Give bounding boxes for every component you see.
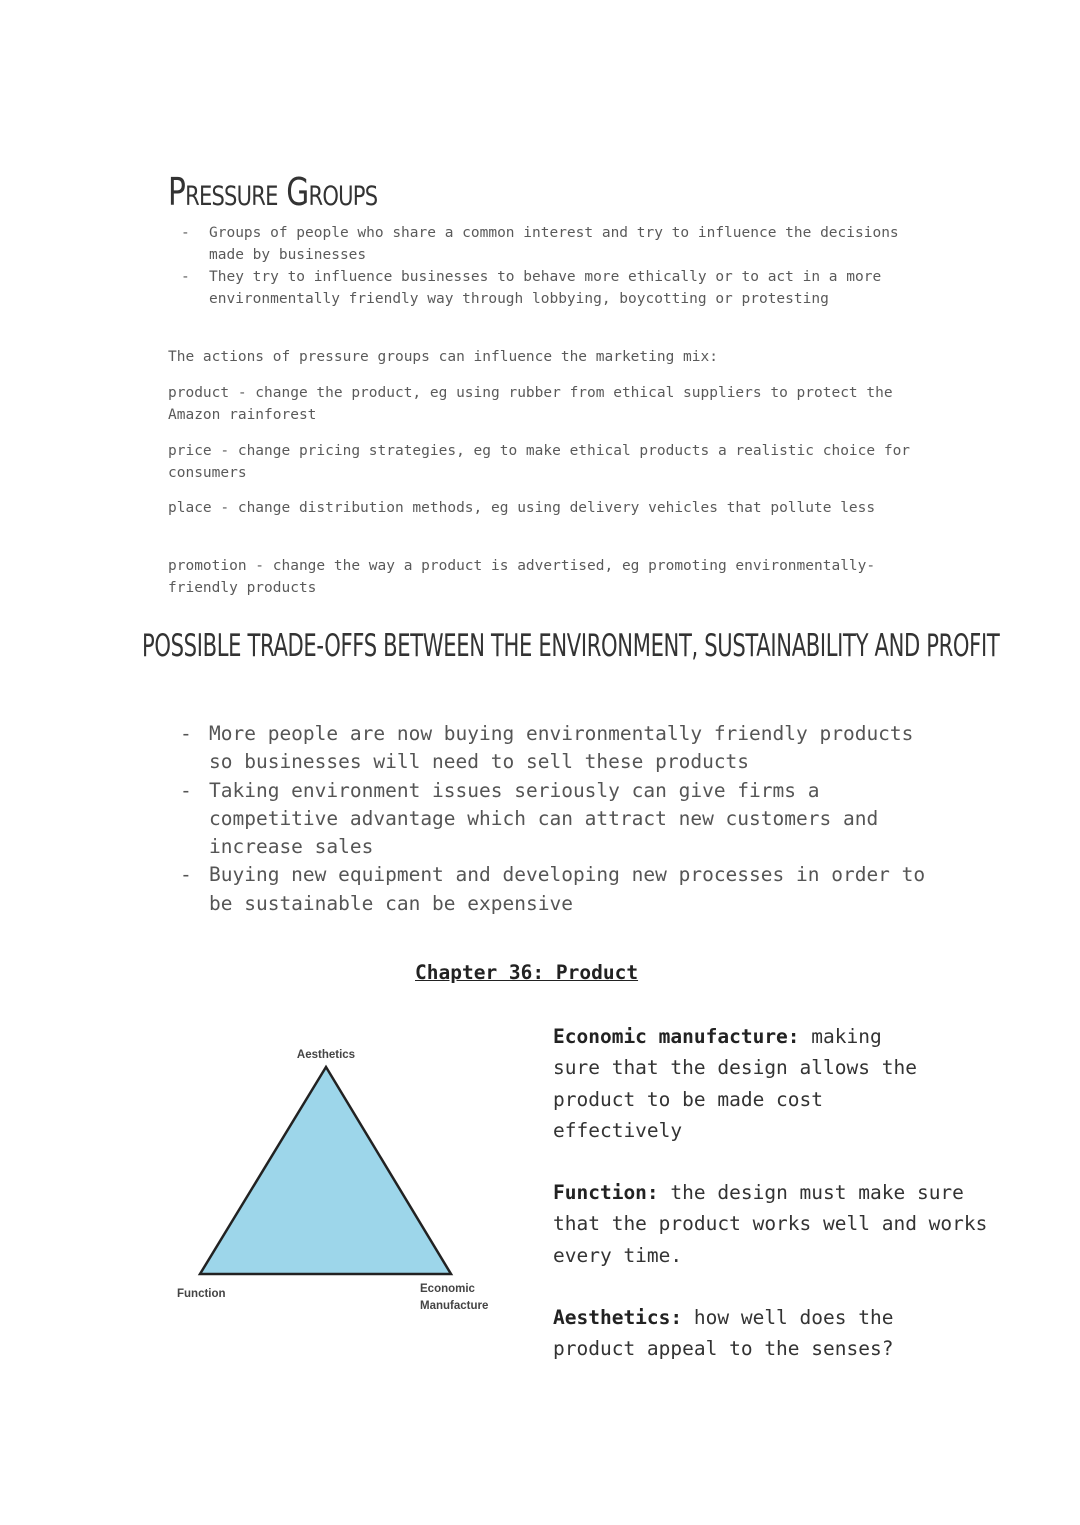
aesthetics-label: Aesthetics	[296, 1049, 356, 1061]
definition-term: Economic manufacture:	[553, 1025, 800, 1048]
function-label: Function	[177, 1288, 226, 1300]
economic-label: Economic	[420, 1283, 475, 1295]
design-mix-triangle-diagram	[160, 1040, 520, 1330]
mix-price: price - change pricing strategies, eg to make ethical products a realistic choice for consumers	[168, 443, 911, 481]
chapter-title: Chapter 36: Product	[415, 961, 639, 984]
triangle-shape	[200, 1067, 451, 1274]
pressure-groups-bullets	[168, 222, 928, 310]
list-item: - They try to influence businesses to behave more ethically or to act in a more environmentally friendly way through lobbying, boycotting or protesting	[168, 266, 928, 310]
definition-aesthetics	[553, 1302, 953, 1365]
mix-promotion: promotion - change the way a product is advertised, eg promoting environmentally-friendly products	[168, 558, 876, 595]
pressure-groups-heading: Pressure Groups	[168, 170, 378, 214]
definition-text: the design must make sure that the product works well and works every time.	[553, 1181, 988, 1267]
list-item: - Buying new equipment and developing new processes in order to be sustainable can be expensive	[168, 861, 928, 918]
triangle-svg	[160, 1040, 520, 1330]
manufacture-label: Manufacture	[420, 1300, 489, 1312]
definition-term: Function:	[553, 1181, 659, 1205]
definitions	[553, 1021, 993, 1396]
definition-function	[553, 1177, 993, 1271]
mix-place: place - change distribution methods, eg using delivery vehicles that pollute less	[168, 500, 876, 516]
definition-text: making sure that the design allows the product to be made cost effectively	[553, 1025, 917, 1142]
list-item: - More people are now buying environmentally friendly products so businesses will need to sell these products	[168, 720, 928, 777]
list-item: - Groups of people who share a common interest and try to influence the decisions made by businesses	[168, 222, 928, 266]
marketing-mix-intro: The actions of pressure groups can influence the marketing mix:	[168, 349, 718, 365]
definition-text: how well does the product appeal to the senses?	[553, 1306, 894, 1361]
mix-product: product - change the product, eg using rubber from ethical suppliers to protect the Amazon rainforest	[168, 385, 893, 423]
definition-economic-manufacture	[553, 1021, 923, 1146]
tradeoffs-bullets	[168, 720, 928, 918]
tradeoffs-heading: POSSIBLE TRADE-OFFS BETWEEN THE ENVIRONMENT, SUSTAINABILITY AND PROFIT	[142, 628, 1000, 664]
definition-term: Aesthetics:	[553, 1306, 683, 1330]
list-item: - Taking environment issues seriously can give firms a competitive advantage which can attract new customers and increase sales	[168, 777, 928, 862]
